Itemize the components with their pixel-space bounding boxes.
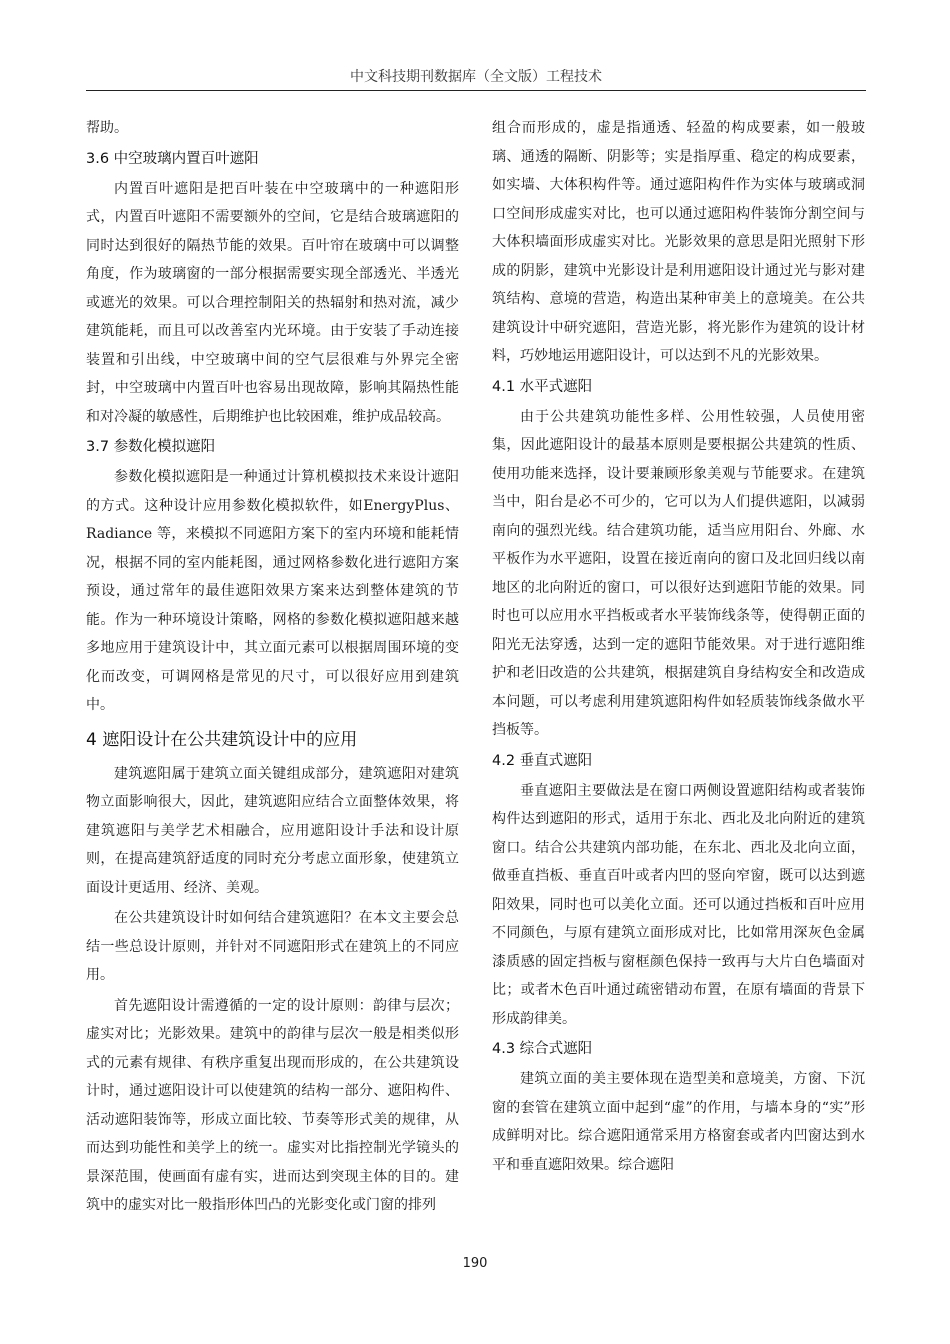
left-column bbox=[86, 114, 459, 1220]
paragraph: 参数化模拟遮阳是一种通过计算机模拟技术来设计遮阳的方式。这种设计应用参数化模拟软件，如EnergyPlus、Radiance 等，来模拟不同遮阳方案下的室内环境和能耗情况，根据不同的室内能耗图，通过网格参数化进行遮阳方案预设，通过常年的最佳遮阳效果方案来达到整体建筑的节能。作为一种环境设计策略，网格的参数化模拟遮阳越来越多地应用于建筑设计中，其立面元素可以根据周围环境的变化而改变，可调网格是常见的尺寸，可以很好应用到建筑中。 bbox=[86, 469, 459, 713]
paragraph: 在公共建筑设计时如何结合建筑遮阳？在本文主要会总结一些总设计原则，并针对不同遮阳形式在建筑上的不同应用。 bbox=[86, 910, 459, 983]
paragraph: 帮助。 bbox=[86, 120, 128, 136]
right-column bbox=[492, 114, 865, 1179]
section-heading-4: 4 遮阳设计在公共建筑设计中的应用 bbox=[86, 729, 358, 750]
paragraph: 垂直遮阳主要做法是在窗口两侧设置遮阳结构或者装饰构件达到遮阳的形式，适用于东北、西北及北向附近的建筑窗口。结合公共建筑内部功能，在东北、西北及北向立面，做垂直挡板、垂直百叶或者内凹的竖向窄窗，既可以达到遮阳效果，同时也可以美化立面。还可以通过挡板和百叶应用不同颜色，与原有建筑立面形成对比，比如常用深灰色金属漆质感的固定挡板与窗框颜色保持一致再与大片白色墙面对比；或者木色百叶通过疏密错动布置，在原有墙面的背景下形成韵律美。 bbox=[492, 782, 865, 1027]
section-heading-4-2: 4.2 垂直式遮阳 bbox=[492, 752, 593, 769]
paragraph: 建筑立面的美主要体现在造型美和意境美，方窗、下沉窗的套管在建筑立面中起到“虚”的作用，与墙本身的“实”形成鲜明对比。综合遮阳通常采用方格窗套或者内凹窗达到水平和垂直遮阳效果。综合遮阳 bbox=[492, 1071, 865, 1173]
paragraph: 内置百叶遮阳是把百叶装在中空玻璃中的一种遮阳形式，内置百叶遮阳不需要额外的空间，它是结合玻璃遮阳的同时达到很好的隔热节能的效果。百叶帘在玻璃中可以调整角度，作为玻璃窗的一部分根据需要实现全部透光、半透光或遮光的效果。可以合理控制阳关的热辐射和热对流，减少建筑能耗，而且可以改善室内光环境。由于安装了手动连接装置和引出线，中空玻璃中间的空气层很难与外界完全密封，中空玻璃中内置百叶也容易出现故障，影响其隔热性能和对冷凝的敏感性，后期维护也比较困难，维护成品较高。 bbox=[86, 180, 459, 425]
section-heading-4-1: 4.1 水平式遮阳 bbox=[492, 378, 593, 395]
running-header: 中文科技期刊数据库（全文版）工程技术 bbox=[350, 69, 602, 85]
paragraph: 建筑遮阳属于建筑立面关键组成部分，建筑遮阳对建筑物立面影响很大，因此，建筑遮阳应结合立面整体效果，将建筑遮阳与美学艺术相融合，应用遮阳设计手法和设计原则，在提高建筑舒适度的同时充分考虑立面形象，使建筑立面设计更适用、经济、美观。 bbox=[86, 765, 459, 896]
section-heading-3-7: 3.7 参数化模拟遮阳 bbox=[86, 439, 216, 455]
paragraph: 组合而形成的，虚是指通透、轻盈的构成要素，如一般玻璃、通透的隔断、阴影等；实是指厚重、稳定的构成要素，如实墙、大体积构件等。通过遮阳构件作为实体与玻璃或洞口空间形成虚实对比，也可以通过遮阳构件装饰分割空间与大体积墙面形成虚实对比。光影效果的意思是阳光照射下形成的阴影，建筑中光影设计是利用遮阳设计通过光与影对建筑结构、意境的营造，构造出某种审美上的意境美。在公共建筑设计中研究遮阳，营造光影，将光影作为建筑的设计材料，巧妙地运用遮阳设计，可以达到不凡的光影效果。 bbox=[492, 120, 865, 364]
paragraph: 由于公共建筑功能性多样、公用性较强，人员使用密集，因此遮阳设计的最基本原则是要根据公共建筑的性质、使用功能来选择，设计要兼顾形象美观与节能要求。在建筑当中，阳台是必不可少的，它可以为人们提供遮阳，以减弱南向的强烈光线。结合建筑功能，适当应用阳台、外廊、水平板作为水平遮阳，设置在接近南向的窗口及北回归线以南地区的北向附近的窗口，可以很好达到遮阳节能的效果。同时也可以应用水平挡板或者水平装饰线条等，使得朝正面的阳光无法穿透，达到一定的遮阳节能效果。对于进行遮阳维护和老旧改造的公共建筑，根据建筑自身结构安全和改造成本问题，可以考虑利用建筑遮阳构件如轻质装饰线条做水平挡板等。 bbox=[492, 408, 865, 738]
section-heading-3-6: 3.6 中空玻璃内置百叶遮阳 bbox=[86, 150, 259, 167]
section-heading-4-3: 4.3 综合式遮阳 bbox=[492, 1041, 593, 1057]
paragraph: 首先遮阳设计需遵循的一定的设计原则：韵律与层次；虚实对比；光影效果。建筑中的韵律与层次一般是相类似形式的元素有规律、有秩序重复出现而形成的，在公共建筑设计时，通过遮阳设计可以使建筑的结构一部分、遮阳构件、活动遮阳装饰等，形成立面比较、节奏等形式美的规律，从而达到功能性和美学上的统一。虚实对比指控制光学镜头的景深范围，使画面有虚有实，进而达到突现主体的目的。建筑中的虚实对比一般指形体凹凸的光影变化或门窗的排列 bbox=[86, 997, 459, 1213]
header-rule bbox=[86, 90, 866, 91]
page-number: 190 bbox=[462, 1256, 488, 1271]
